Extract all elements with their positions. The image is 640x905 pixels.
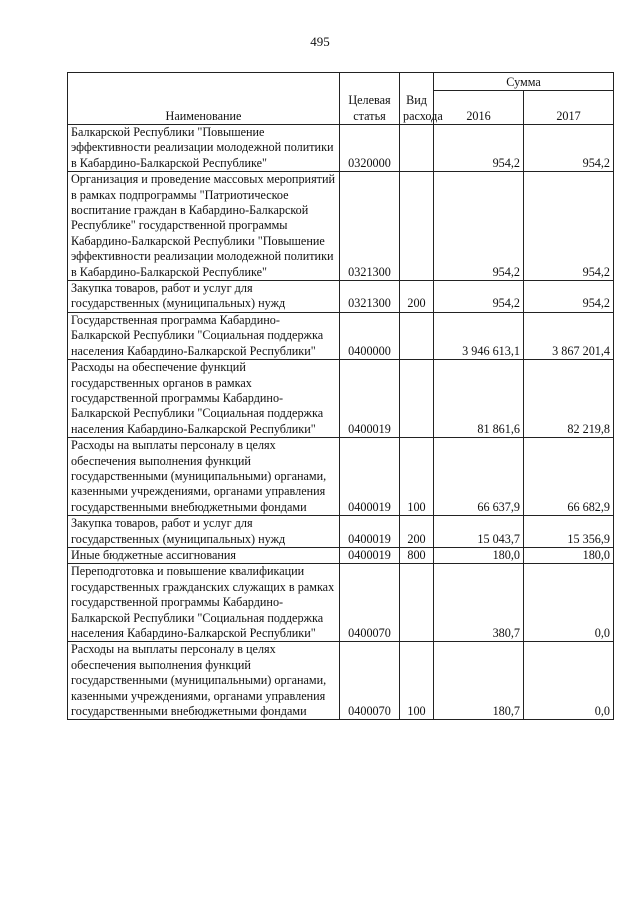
row-sum-2017: 15 356,9 — [524, 516, 614, 548]
row-code: 0400070 — [340, 642, 400, 720]
table-row — [68, 172, 614, 281]
header-code: Целевая статья — [340, 73, 400, 125]
header-year-2016: 2016 — [434, 91, 524, 125]
row-sum-2017: 66 682,9 — [524, 438, 614, 516]
row-sum-2016: 954,2 — [434, 281, 524, 313]
row-sum-2017: 82 219,8 — [524, 360, 614, 438]
row-code: 0400019 — [340, 547, 400, 563]
row-type — [400, 172, 434, 281]
row-sum-2017: 0,0 — [524, 564, 614, 642]
page-number: 495 — [310, 34, 330, 49]
row-sum-2017: 180,0 — [524, 547, 614, 563]
row-sum-2017: 954,2 — [524, 281, 614, 313]
row-name: Организация и проведение массовых мероприятий в рамках подпрограммы "Патриотическое воспитание граждан в Кабардино-Балкарской Республике" государственной программы Кабардино-Балкарской Республики "Повышение эффективности реализации молодежной политики в Кабардино-Балкарской Республике" — [68, 172, 340, 281]
header-type: Вид расхода — [400, 73, 434, 125]
row-sum-2016: 81 861,6 — [434, 360, 524, 438]
row-name: Расходы на обеспечение функций государственных органов в рамках государственной программы Кабардино-Балкарской Республики "Социальная поддержка населения Кабардино-Балкарской Республики" — [68, 360, 340, 438]
table-row — [68, 438, 614, 516]
row-code: 0320000 — [340, 125, 400, 172]
row-sum-2016: 180,0 — [434, 547, 524, 563]
row-sum-2016: 180,7 — [434, 642, 524, 720]
row-type: 100 — [400, 438, 434, 516]
row-name: Закупка товаров, работ и услуг для государственных (муниципальных) нужд — [68, 516, 340, 548]
row-sum-2016: 15 043,7 — [434, 516, 524, 548]
header-year-2017: 2017 — [524, 91, 614, 125]
table-row — [68, 642, 614, 720]
row-sum-2017: 954,2 — [524, 125, 614, 172]
row-sum-2016: 954,2 — [434, 172, 524, 281]
table-row — [68, 547, 614, 563]
row-type — [400, 564, 434, 642]
row-name: Закупка товаров, работ и услуг для государственных (муниципальных) нужд — [68, 281, 340, 313]
table-row — [68, 281, 614, 313]
row-type: 200 — [400, 516, 434, 548]
row-sum-2017: 954,2 — [524, 172, 614, 281]
table-row — [68, 125, 614, 172]
row-type — [400, 312, 434, 359]
row-type: 800 — [400, 547, 434, 563]
table-row — [68, 516, 614, 548]
row-name: Государственная программа Кабардино-Балкарской Республики "Социальная поддержка населения Кабардино-Балкарской Республики" — [68, 312, 340, 359]
row-sum-2017: 0,0 — [524, 642, 614, 720]
header-sum: Сумма — [434, 73, 614, 91]
budget-table — [67, 72, 614, 720]
row-sum-2016: 380,7 — [434, 564, 524, 642]
row-type — [400, 360, 434, 438]
row-type: 100 — [400, 642, 434, 720]
row-code: 0400019 — [340, 516, 400, 548]
row-name: Расходы на выплаты персоналу в целях обеспечения выполнения функций государственными (муниципальными) органами, казенными учреждениями, органами управления государственными внебюджетными фондами — [68, 438, 340, 516]
row-code: 0400070 — [340, 564, 400, 642]
row-type — [400, 125, 434, 172]
table-row — [68, 564, 614, 642]
row-sum-2016: 3 946 613,1 — [434, 312, 524, 359]
row-sum-2017: 3 867 201,4 — [524, 312, 614, 359]
row-code: 0321300 — [340, 172, 400, 281]
table-row — [68, 312, 614, 359]
row-code: 0321300 — [340, 281, 400, 313]
row-type: 200 — [400, 281, 434, 313]
row-name: Переподготовка и повышение квалификации государственных гражданских служащих в рамках государственной программы Кабардино-Балкарской Республики "Социальная поддержка населения Кабардино-Балкарской Республики" — [68, 564, 340, 642]
table-row — [68, 360, 614, 438]
row-sum-2016: 66 637,9 — [434, 438, 524, 516]
row-name: Иные бюджетные ассигнования — [68, 547, 340, 563]
row-code: 0400019 — [340, 360, 400, 438]
row-code: 0400000 — [340, 312, 400, 359]
row-name: Балкарской Республики "Повышение эффективности реализации молодежной политики в Кабардино-Балкарской Республике" — [68, 125, 340, 172]
row-code: 0400019 — [340, 438, 400, 516]
header-name: Наименование — [68, 73, 340, 125]
row-sum-2016: 954,2 — [434, 125, 524, 172]
row-name: Расходы на выплаты персоналу в целях обеспечения выполнения функций государственными (муниципальными) органами, казенными учреждениями, органами управления государственными внебюджетными фондами — [68, 642, 340, 720]
